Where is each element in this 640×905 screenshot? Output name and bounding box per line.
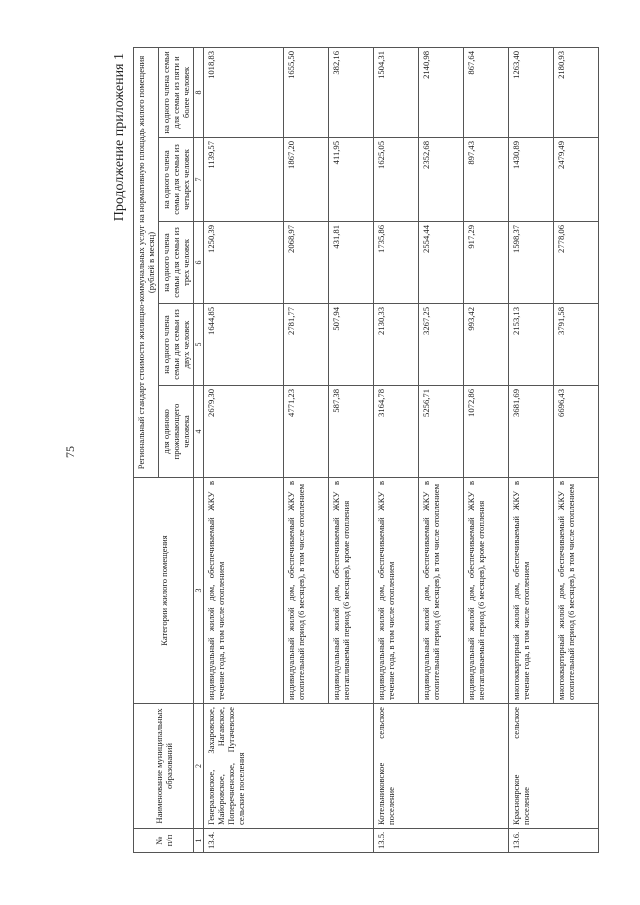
- cost-three: 917,29: [464, 222, 509, 304]
- header-category: Категории жилого помещения: [134, 478, 194, 704]
- municipality-name: Генераловское, Захаровское, Майоровское, Нагавское, Поперечненское, Пугачевское сельские поселения: [204, 704, 374, 829]
- header-two: на одного члена семьи для семьи из двух человек: [159, 304, 194, 386]
- header-no: № п/п: [134, 829, 194, 853]
- cost-four: 1625,05: [374, 138, 419, 222]
- cost-five: 1263,40: [509, 47, 554, 137]
- column-number: 8: [194, 47, 204, 137]
- header-five: на одного члена семьи для семьи из пяти и более человек: [159, 47, 194, 137]
- housing-category: индивидуальный жилой дом, обеспечиваемый ЖКУ в неотапливаемый период (6 месяцев), кроме отопления: [464, 478, 509, 704]
- header-municipality: Наименование муниципальных образований: [134, 704, 194, 829]
- cost-three: 2778,06: [554, 222, 599, 304]
- housing-category: индивидуальный жилой дом, обеспечиваемый ЖКУ в неотапливаемый период (6 месяцев), кроме отопления: [329, 478, 374, 704]
- cost-four: 897,43: [464, 138, 509, 222]
- cost-single: 3164,78: [374, 386, 419, 478]
- column-number: 7: [194, 138, 204, 222]
- header-row-1: [134, 47, 159, 852]
- cost-three: 2068,97: [284, 222, 329, 304]
- cost-single: 587,38: [329, 386, 374, 478]
- cost-three: 1735,86: [374, 222, 419, 304]
- cost-single: 6696,43: [554, 386, 599, 478]
- cost-three: 2554,44: [419, 222, 464, 304]
- cost-four: 1867,20: [284, 138, 329, 222]
- cost-single: 1072,86: [464, 386, 509, 478]
- cost-two: 2781,77: [284, 304, 329, 386]
- rotated-page-content: [107, 48, 597, 853]
- housing-category: индивидуальный жилой дом, обеспечиваемый ЖКУ в отопительный период (6 месяцев), в том числе отоплением: [419, 478, 464, 704]
- row-number: 13.6.: [509, 829, 599, 853]
- cost-two: 3791,58: [554, 304, 599, 386]
- row-number: 13.4.: [204, 829, 374, 853]
- cost-single: 4771,23: [284, 386, 329, 478]
- cost-four: 411,95: [329, 138, 374, 222]
- column-number: 1: [194, 829, 204, 853]
- housing-category: многоквартирный жилой дом, обеспечиваемый ЖКУ в течение года, в том числе отоплением: [509, 478, 554, 704]
- cost-five: 2180,93: [554, 47, 599, 137]
- cost-four: 1430,89: [509, 138, 554, 222]
- table-row: [204, 47, 284, 852]
- header-standard: Региональный стандарт стоимости жилищно-коммунальных услуг на нормативную площадь жилого помещения (рублей в месяц): [134, 47, 159, 477]
- header-single: для одиноко проживающего человека: [159, 386, 194, 478]
- cost-two: 3267,25: [419, 304, 464, 386]
- column-number-row: [194, 47, 204, 852]
- cost-single: 3681,69: [509, 386, 554, 478]
- cost-five: 1504,31: [374, 47, 419, 137]
- column-number: 4: [194, 386, 204, 478]
- cost-five: 2140,98: [419, 47, 464, 137]
- header-four: на одного члена семьи для семьи из четырех человек: [159, 138, 194, 222]
- column-number: 5: [194, 304, 204, 386]
- page-number: 75: [63, 446, 77, 458]
- cost-two: 2130,33: [374, 304, 419, 386]
- municipality-name: Котельниковское сельское поселение: [374, 704, 509, 829]
- cost-four: 2479,49: [554, 138, 599, 222]
- cost-three: 1250,39: [204, 222, 284, 304]
- cost-single: 5256,71: [419, 386, 464, 478]
- housing-category: многоквартирный жилой дом, обеспечиваемый ЖКУ в отопительный период (6 месяцев), в том числе отоплением: [554, 478, 599, 704]
- cost-two: 507,94: [329, 304, 374, 386]
- cost-three: 1598,37: [509, 222, 554, 304]
- housing-category: индивидуальный жилой дом, обеспечиваемый ЖКУ в отопительный период (6 месяцев), в том числе отоплением: [284, 478, 329, 704]
- column-number: 2: [194, 704, 204, 829]
- housing-cost-standard-table: [133, 47, 599, 853]
- appendix-continuation-heading: Продолжение приложения 1: [112, 53, 127, 222]
- cost-two: 2153,13: [509, 304, 554, 386]
- cost-five: 867,64: [464, 47, 509, 137]
- cost-four: 1139,57: [204, 138, 284, 222]
- cost-three: 431,81: [329, 222, 374, 304]
- municipality-name: Красноярское сельское поселение: [509, 704, 599, 829]
- housing-category: индивидуальный жилой дом, обеспечиваемый ЖКУ в течение года, в том числе отоплением: [374, 478, 419, 704]
- header-three: на одного члена семьи для семьи из трех человек: [159, 222, 194, 304]
- column-number: 3: [194, 478, 204, 704]
- cost-five: 382,16: [329, 47, 374, 137]
- table-row: [374, 47, 419, 852]
- column-number: 6: [194, 222, 204, 304]
- table-row: [509, 47, 554, 852]
- housing-category: индивидуальный жилой дом, обеспечиваемый ЖКУ в течение года, в том числе отоплением: [204, 478, 284, 704]
- cost-four: 2352,68: [419, 138, 464, 222]
- cost-single: 2679,30: [204, 386, 284, 478]
- row-number: 13.5.: [374, 829, 509, 853]
- cost-two: 993,42: [464, 304, 509, 386]
- cost-five: 1018,83: [204, 47, 284, 137]
- cost-two: 1644,85: [204, 304, 284, 386]
- cost-five: 1655,50: [284, 47, 329, 137]
